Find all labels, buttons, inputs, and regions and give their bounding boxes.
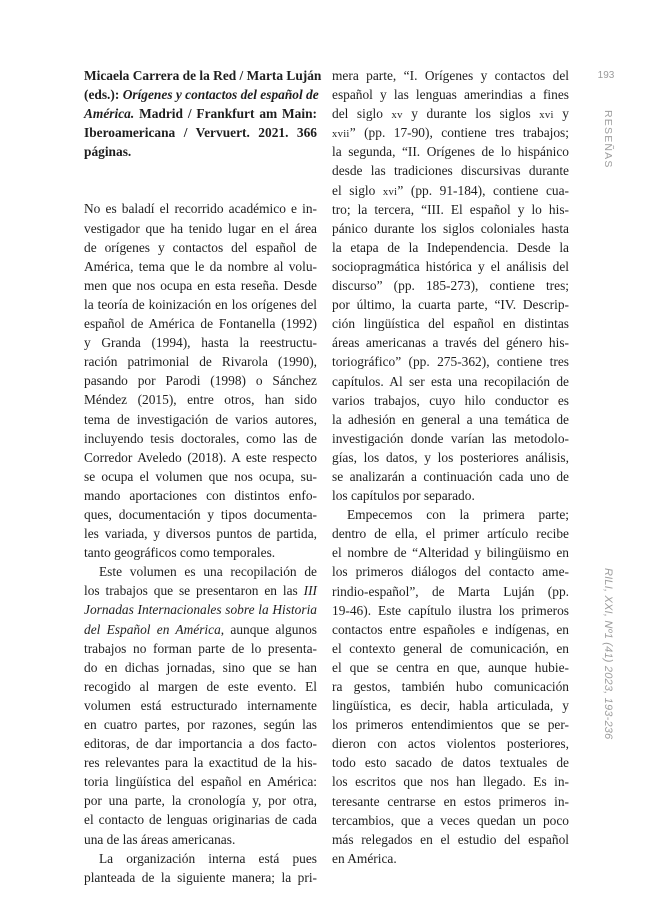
spacer bbox=[84, 180, 317, 199]
citation-publisher: Iberoamericana / Vervuert. 2021. 366 bbox=[84, 125, 317, 141]
text-line bbox=[332, 104, 569, 123]
text-line: Este volumen es una recopilación de bbox=[99, 564, 317, 580]
text-line: pasando por Parodi (1998) o Sánchez bbox=[84, 373, 317, 389]
text-line bbox=[332, 181, 569, 200]
text-line: do en dichas jornadas, sino que se han bbox=[84, 659, 317, 675]
text-line: los escritos que nos han llegado. Es in- bbox=[332, 774, 569, 790]
text-line: gías, los datos, y los posteriores análisis, bbox=[332, 449, 569, 465]
text-line: discurso” (pp. 185-273), contiene tres; bbox=[332, 278, 569, 294]
text-line: el contacto de lenguas originarias de cada bbox=[84, 812, 317, 828]
text-line: español de América de Fontanella (1992) bbox=[84, 316, 317, 332]
italic-span: del Español en América bbox=[84, 621, 221, 637]
spacer bbox=[84, 161, 317, 180]
text-line: América, tema que le da nombre al volu- bbox=[84, 258, 317, 274]
text-line: les variada, y diversos puntos de partida, bbox=[84, 526, 317, 542]
text-line: los primeros diálogos del contacto ame- bbox=[332, 564, 569, 580]
book-title-end: América. bbox=[84, 106, 135, 122]
paragraph-4 bbox=[332, 505, 569, 868]
citation-eds: (eds.): bbox=[84, 87, 123, 103]
text-line: todo esto sacado de datos textuales de bbox=[332, 755, 569, 771]
text-line: tema de investigación de varios autores, bbox=[84, 411, 317, 427]
paragraph-3 bbox=[84, 849, 317, 887]
text-line: desde las tradiciones discursivas durante bbox=[332, 163, 569, 179]
text-line: mando aportaciones con distintos enfo- bbox=[84, 487, 317, 503]
text-line: editoras, de dar importancia a dos facto- bbox=[84, 736, 317, 752]
text-line: el contexto general de comunicación, en bbox=[332, 640, 569, 656]
book-citation bbox=[84, 66, 322, 161]
text-span: del siglo bbox=[332, 106, 392, 122]
text-line: el que se centra en que, aunque hubie- bbox=[332, 659, 569, 675]
smallcaps-span: xvii bbox=[332, 129, 350, 141]
text-line: rindio-español”, de Marta Luján (pp. bbox=[332, 583, 569, 599]
text-line: volumen está estructurado internamente bbox=[84, 697, 317, 713]
text-line: ción lingüística del español en distintas bbox=[332, 316, 569, 332]
text-line: tro; la tercera, “III. El español y lo his- bbox=[332, 201, 569, 217]
text-span: los trabajos que se presentaron en las bbox=[84, 583, 304, 599]
text-span: , aunque algunos bbox=[220, 621, 317, 637]
page-number: 193 bbox=[597, 70, 615, 81]
text-line: ques, documentación y tipos documenta- bbox=[84, 506, 317, 522]
journal-reference: RILI, XXI, Nº1 (41) 2023, 193-236 bbox=[602, 568, 614, 740]
text-line: contactos entre españoles e indígenas, en bbox=[332, 621, 569, 637]
text-span: ” (pp. 17-90), contiene tres trabajos; bbox=[349, 125, 569, 141]
text-line: toriográfico” (pp. 275-362), contiene tres bbox=[332, 354, 569, 370]
text-line: vestigador que ha tenido lugar en el área bbox=[84, 220, 317, 236]
text-line: en cuatro partes, por razones, según las bbox=[84, 717, 317, 732]
text-line: la teoría de koinización en los orígenes del bbox=[84, 296, 317, 312]
text-line: dieron con actos violentos posteriores, bbox=[332, 736, 569, 752]
text-line: No es baladí el recorrido académico e in- bbox=[84, 201, 317, 217]
text-line: Méndez (2015), entre otros, han sido bbox=[84, 392, 317, 408]
text-line: en América. bbox=[332, 850, 397, 866]
text-line: capítulos. Al ser esta una recopilación de bbox=[332, 373, 569, 389]
text-line: varios trabajos, cuyo hilo conductor es bbox=[332, 392, 569, 408]
text-line: tercambios, que a veces quedan un poco bbox=[332, 812, 569, 828]
text-line bbox=[84, 620, 317, 639]
text-line: de orígenes y contactos del español de bbox=[84, 239, 317, 255]
text-line: el nombre de “Alteridad y bilingüismo en bbox=[332, 545, 569, 561]
citation-line bbox=[84, 123, 317, 142]
text-line: ración patrimonial de Rivarola (1990), bbox=[84, 354, 317, 370]
text-line: incluyendo tesis doctorales, como las de bbox=[84, 430, 317, 446]
text-line: sociopragmática histórica y el análisis del bbox=[332, 258, 569, 274]
text-line: Jornadas Internacionales sobre la Historia bbox=[84, 602, 317, 618]
smallcaps-span: xvi bbox=[382, 186, 398, 198]
paragraph-2 bbox=[84, 562, 317, 848]
citation-authors: Micaela Carrera de la Red / Marta Luján bbox=[84, 68, 322, 83]
text-line: pánico durante los siglos coloniales hasta bbox=[332, 220, 569, 236]
citation-line bbox=[84, 85, 317, 104]
text-line: los primeros entendimientos que se per- bbox=[332, 717, 569, 733]
text-line: dentro de ella, el primer artículo recibe bbox=[332, 526, 569, 542]
paragraph-1 bbox=[84, 199, 317, 562]
italic-span: III bbox=[303, 583, 317, 599]
left-column bbox=[84, 66, 322, 887]
text-line: los capítulos por separado. bbox=[332, 488, 475, 504]
citation-pages: páginas. bbox=[84, 144, 132, 160]
text-line: se ocupa el volumen que nos ocupa, su- bbox=[84, 468, 317, 484]
text-line: lingüística, es decir, habla articulada, y bbox=[332, 698, 569, 714]
text-line: investigación donde varían las metodolo- bbox=[332, 430, 569, 446]
citation-line bbox=[84, 66, 322, 85]
text-line bbox=[332, 123, 569, 142]
text-line: la etapa de la Independencia. Desde la bbox=[332, 239, 569, 255]
text-line: por último, la cuarta parte, “IV. Descrip- bbox=[332, 297, 569, 313]
book-title: Orígenes y contactos del español de bbox=[122, 87, 319, 103]
text-line: Empecemos con la primera parte; bbox=[347, 507, 569, 523]
text-line: y Granda (1994), hasta la reestructu- bbox=[84, 335, 317, 351]
text-line: planteada de la siguiente manera; la pri- bbox=[84, 869, 317, 885]
text-line: mera parte, “I. Orígenes y contactos del bbox=[332, 68, 569, 83]
text-span: y bbox=[553, 106, 569, 122]
smallcaps-span: xvi bbox=[539, 110, 554, 122]
right-column bbox=[332, 66, 569, 868]
paragraph-3-cont bbox=[332, 66, 569, 505]
text-line: áreas americanas a través del género his- bbox=[332, 335, 569, 351]
text-line: la segunda, “II. Orígenes de lo hispánico bbox=[332, 144, 569, 160]
text-line: tanto geográficos como temporales. bbox=[84, 545, 276, 561]
citation-line bbox=[84, 104, 317, 123]
text-span: el siglo bbox=[332, 182, 383, 198]
text-line: la adhesión en general a una temática de bbox=[332, 411, 569, 427]
text-line: res relevantes para la exactitud de la his- bbox=[84, 755, 317, 771]
citation-place: Madrid / Frankfurt am Main: bbox=[134, 106, 317, 122]
text-line: Corredor Aveledo (2018). A este respecto bbox=[84, 449, 317, 465]
text-line: más relegados en el estudio del español bbox=[332, 831, 569, 847]
text-line: 19-46). Este capítulo ilustra los primeros bbox=[332, 602, 569, 618]
text-line: men que nos ocupa en esta reseña. Desde bbox=[84, 277, 317, 293]
text-span: ” (pp. 91-184), contiene cua- bbox=[397, 182, 569, 198]
citation-line bbox=[84, 142, 317, 161]
text-line: español y las lenguas amerindias a fines bbox=[332, 87, 569, 103]
text-span: y durante los siglos bbox=[402, 106, 540, 122]
text-line bbox=[84, 581, 317, 600]
text-line: por una parte, la cronología y, por otra, bbox=[84, 793, 317, 809]
text-line: teresante centrarse en estos primeros in- bbox=[332, 793, 569, 809]
text-line: ra gestos, también hubo comunicación bbox=[332, 679, 569, 694]
text-line: toria lingüística del español en América: bbox=[84, 774, 317, 790]
text-line: La organización interna está pues bbox=[99, 850, 317, 866]
text-line: trabajos no forman parte de lo presenta- bbox=[84, 640, 317, 656]
section-label: RESEÑAS bbox=[602, 110, 614, 169]
text-line: una de las áreas americanas. bbox=[84, 831, 236, 847]
text-line: se analizarán a continuación cada uno de bbox=[332, 468, 569, 484]
text-line: recogido al margen de este evento. El bbox=[84, 678, 317, 694]
smallcaps-span: xv bbox=[391, 110, 403, 122]
